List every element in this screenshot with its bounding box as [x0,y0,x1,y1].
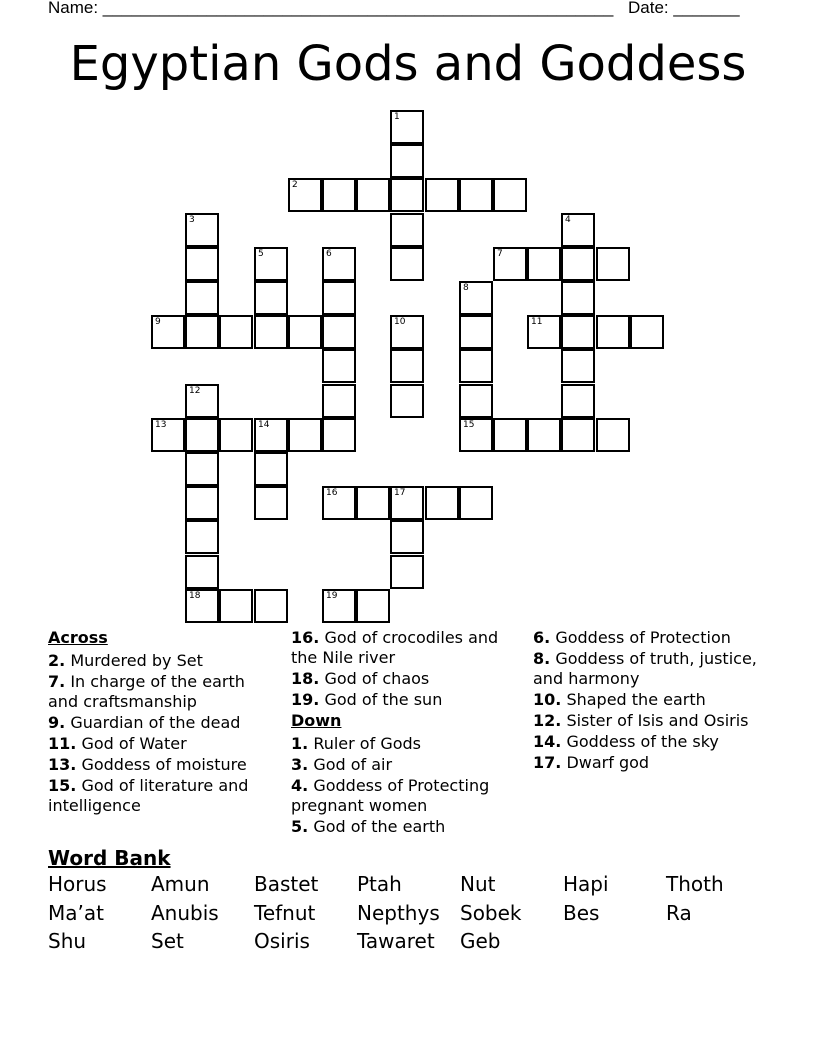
word-bank-word: Sobek [460,901,522,925]
grid-cell[interactable] [561,213,595,247]
across-heading: Across [48,628,108,647]
grid-cell[interactable] [459,315,493,349]
cell-number: 12 [189,386,201,396]
grid-cell[interactable] [596,418,630,452]
grid-cell[interactable] [390,486,424,520]
word-bank-word: Amun [151,872,210,896]
word-bank-title: Word Bank [48,846,171,870]
cell-number: 2 [292,180,298,190]
cell-number: 7 [497,249,503,259]
word-bank-word: Nepthys [357,901,440,925]
grid-cell[interactable] [390,144,424,178]
cell-number: 18 [189,591,201,601]
clue-across-15: 15. God of literature and intelligence [48,776,249,815]
grid-cell[interactable] [288,178,322,212]
clue-across-16: 16. God of crocodiles and the Nile river [291,628,499,667]
word-bank-word: Anubis [151,901,219,925]
grid-cell[interactable] [459,418,493,452]
cell-number: 11 [531,317,543,327]
grid-cell[interactable] [596,315,630,349]
cell-number: 8 [463,283,469,293]
cell-number: 10 [394,317,406,327]
grid-cell[interactable] [459,349,493,383]
grid-cell[interactable] [322,178,356,212]
cell-number: 16 [326,488,338,498]
word-bank-word: Tawaret [357,929,435,953]
clue-across-9: 9. Guardian of the dead [48,713,241,732]
grid-cell[interactable] [185,486,219,520]
clue-down-6: 6. Goddess of Protection [533,628,731,647]
grid-cell[interactable] [390,520,424,554]
grid-cell[interactable] [390,384,424,418]
cell-number: 3 [189,215,195,225]
grid-cell[interactable] [390,110,424,144]
word-bank-word: Ptah [357,872,402,896]
grid-cell[interactable] [288,315,322,349]
grid-cell[interactable] [254,315,288,349]
cell-number: 5 [258,249,264,259]
grid-cell[interactable] [185,247,219,281]
grid-cell[interactable] [254,486,288,520]
grid-cell[interactable] [322,349,356,383]
word-bank-word: Nut [460,872,496,896]
grid-cell[interactable] [185,555,219,589]
name-field-label: Name: ______________________________________________________ [48,0,614,17]
grid-cell[interactable] [390,213,424,247]
down-heading: Down [291,711,342,730]
grid-cell[interactable] [151,418,185,452]
cell-number: 13 [155,420,167,430]
cell-number: 9 [155,317,161,327]
clue-down-14: 14. Goddess of the sky [533,732,719,751]
clue-across-13: 13. Goddess of moisture [48,755,247,774]
grid-cell[interactable] [390,315,424,349]
grid-cell[interactable] [493,178,527,212]
grid-cell[interactable] [459,384,493,418]
word-bank-word: Geb [460,929,501,953]
grid-cell[interactable] [356,178,390,212]
grid-cell[interactable] [322,281,356,315]
grid-cell[interactable] [527,247,561,281]
word-bank-word: Tefnut [254,901,316,925]
cell-number: 14 [258,420,270,430]
clue-down-8: 8. Goddess of truth, justice, and harmony [533,649,757,688]
grid-cell[interactable] [493,247,527,281]
grid-cell[interactable] [356,486,390,520]
clue-down-17: 17. Dwarf god [533,753,650,772]
grid-cell[interactable] [219,589,253,623]
grid-cell[interactable] [459,486,493,520]
grid-cell[interactable] [322,247,356,281]
grid-cell[interactable] [425,486,459,520]
clue-down-12: 12. Sister of Isis and Osiris [533,711,749,730]
grid-cell[interactable] [185,418,219,452]
grid-cell[interactable] [390,178,424,212]
clue-down-4: 4. Goddess of Protecting pregnant women [291,776,490,815]
grid-cell[interactable] [630,315,664,349]
clue-across-18: 18. God of chaos [291,669,430,688]
grid-cell[interactable] [459,178,493,212]
clue-across-7: 7. In charge of the earth and craftsmanship [48,672,245,711]
clue-across-19: 19. God of the sun [291,690,443,709]
grid-cell[interactable] [185,315,219,349]
grid-cell[interactable] [254,281,288,315]
clue-across-2: 2. Murdered by Set [48,651,203,670]
grid-cell[interactable] [254,418,288,452]
word-bank-word: Set [151,929,184,953]
word-bank-word: Thoth [666,872,724,896]
clue-across-11: 11. God of Water [48,734,187,753]
grid-cell[interactable] [288,418,322,452]
grid-cell[interactable] [493,418,527,452]
grid-cell[interactable] [254,589,288,623]
word-bank-word: Bastet [254,872,319,896]
grid-cell[interactable] [561,418,595,452]
grid-cell[interactable] [185,213,219,247]
clues-column-2 [291,628,523,838]
grid-cell[interactable] [322,315,356,349]
grid-cell[interactable] [561,281,595,315]
grid-cell[interactable] [390,247,424,281]
word-bank-word: Bes [563,901,600,925]
cell-number: 15 [463,420,475,430]
cell-number: 6 [326,249,332,259]
cell-number: 4 [565,215,571,225]
grid-cell[interactable] [219,315,253,349]
word-bank-word: Hapi [563,872,609,896]
grid-cell[interactable] [322,486,356,520]
grid-cell[interactable] [185,520,219,554]
grid-cell[interactable] [185,589,219,623]
grid-cell[interactable] [322,418,356,452]
grid-cell[interactable] [219,418,253,452]
grid-cell[interactable] [561,349,595,383]
grid-cell[interactable] [185,452,219,486]
word-bank-word: Shu [48,929,87,953]
grid-cell[interactable] [425,178,459,212]
grid-cell[interactable] [390,349,424,383]
grid-cell[interactable] [254,247,288,281]
cell-number: 19 [326,591,338,601]
grid-cell[interactable] [459,281,493,315]
grid-cell[interactable] [185,281,219,315]
grid-cell[interactable] [356,589,390,623]
word-bank-word: Osiris [254,929,310,953]
grid-cell[interactable] [527,418,561,452]
grid-cell[interactable] [185,384,219,418]
clue-down-1: 1. Ruler of Gods [291,734,421,753]
word-bank-word: Horus [48,872,107,896]
grid-cell[interactable] [596,247,630,281]
clues-column-1 [48,628,278,817]
grid-cell[interactable] [561,384,595,418]
grid-cell[interactable] [322,589,356,623]
grid-cell[interactable] [254,452,288,486]
grid-cell[interactable] [322,384,356,418]
word-bank-word: Ra [666,901,692,925]
page-title: Egyptian Gods and Goddess [69,36,747,92]
date-field-label: Date: _______ [628,0,740,17]
word-bank-word: Ma’at [48,901,104,925]
grid-cell[interactable] [527,315,561,349]
cell-number: 1 [394,112,400,122]
clue-down-10: 10. Shaped the earth [533,690,706,709]
grid-cell[interactable] [561,315,595,349]
grid-cell[interactable] [561,247,595,281]
grid-cell[interactable] [151,315,185,349]
grid-cell[interactable] [390,555,424,589]
cell-number: 17 [394,488,406,498]
clue-down-3: 3. God of air [291,755,393,774]
clue-down-5: 5. God of the earth [291,817,446,836]
clues-column-3 [533,628,773,774]
